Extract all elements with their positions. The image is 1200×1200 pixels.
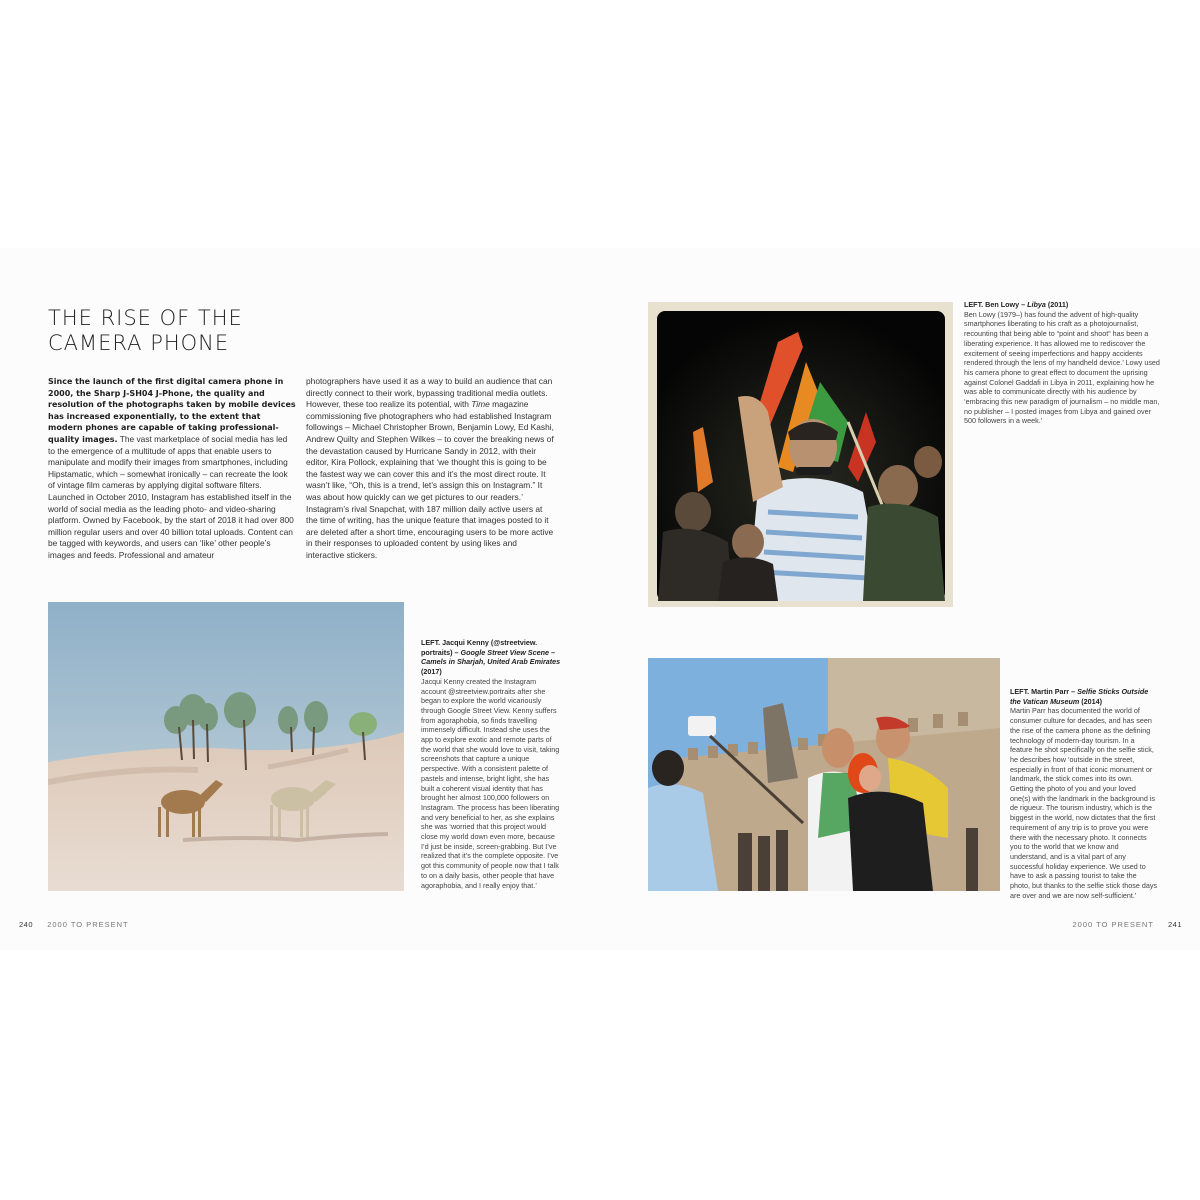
section-label-left: 2000 TO PRESENT xyxy=(47,920,129,929)
selfie-photo-image xyxy=(648,658,1000,891)
body-text-2a: photographers have used it as a way to build an audience that can directly connect to their work, bypassing traditional media outlets. However, these too realize its potential, with xyxy=(306,376,553,410)
caption-libya xyxy=(964,300,1160,426)
caption-camels xyxy=(421,638,561,890)
body-text-1: The vast marketplace of social media has led to the emergence of a multitude of apps that enable users to manipulate and modify their images from smartphones, including Hipstamatic, which – somewhat ironically – can recreate the look of vintage film cameras by applying digital software filters. Launched in October 2010, Instagram has established itself in the world of social media as the leading photo- and video-sharing platform. Owned by Facebook, by the start of 2018 it had over 800 million regular users and over 40 billion total uploads. Content can be tagged with keywords, and users can ‘like’ other people’s images and feeds. Professional and amateur xyxy=(48,433,294,560)
photo-camels xyxy=(48,602,404,891)
footer-left xyxy=(19,920,129,929)
body-column-2 xyxy=(306,376,554,562)
photo-selfie xyxy=(648,658,1000,891)
caption-selfie-credit: LEFT. Martin Parr – Selfie Sticks Outside the Vatican Museum (2014) xyxy=(1010,687,1149,706)
caption-libya-body: Ben Lowy (1979–) has found the advent of high-quality smartphones liberating to his craft as a photojournalist, recounting that being able to “point and shoot” has been a liberating experience. It has allowed me to rediscover the excitement of seeing imperfections and happy accidents rendered through the lens of my handheld device.’ Lowy used his camera phone to great effect to document the uprising against Colonel Gaddafi in Libya in 2011, explaining how he was able to communicate directly with his audience by ‘embracing this new paradigm of journalism – no middle man, no publisher – I posted images from Libya and gained over 500 followers in a week.’ xyxy=(964,309,1160,426)
caption-camels-body: Jacqui Kenny created the Instagram account @streetview.portraits after she began to explore the world vicariously through Google Street View. Kenny suffers from agoraphobia, so finds travelling immensely difficult. Instead she uses the app to explore exotic and remote parts of the world that she would love to visit, taking screenshots that capture a unique perspective. With a consistent palette of pastels and intense, bright light, she has built a coherent visual identity that has brought her almost 100,000 followers on Instagram. The process has been liberating and very beneficial to her, as she explains she was ‘worried that this project would close my world down even more, because I’d just be inside, screen-grabbing. But I’ve realized that it’s the complete opposite. I’ve got this community of people now that I talk to on a daily basis, other people that have agoraphobia, and I really enjoy that.’ xyxy=(421,676,560,890)
libya-photo-image xyxy=(648,302,953,607)
section-label-right: 2000 TO PRESENT xyxy=(1072,920,1154,929)
caption-selfie-body: Martin Parr has documented the world of consumer culture for decades, and has seen the rise of the camera phone as the defining technology of modern-day tourism. In a feature he shot specifically on the selfie stick, he describes how ‘outside in the street, especially in front of that iconic monument or landmark, the stick comes into its own. Getting the photo of you and your loved one(s) with the landmark in the background is de rigueur. The tourism industry, which is the biggest in the world, now dictates that the first requirement of any trip is to prove you were there with the necessary photo. It connects you to the world that we know and understand, and is a vital part of any successful holiday experience. We used to have to ask a passing tourist to take the photo, but thanks to the selfie stick those days are over and we are now self-sufficient.’ xyxy=(1010,706,1158,900)
footer-right xyxy=(1073,920,1183,929)
magazine-title: Time xyxy=(471,399,490,410)
caption-selfie-title: Selfie Sticks Outside the Vatican Museum xyxy=(1010,687,1149,706)
caption-selfie xyxy=(1010,687,1158,900)
page-number-left: 240 xyxy=(19,920,34,929)
body-text-2b: magazine commissioning five photographers who had established Instagram followings – Michael Christopher Brown, Benjamin Lowy, Ed Kashi, Andrew Quilty and Stephen Wilkes – to cover the breaking news of the devastation caused by Hurricane Sandy in 2012, with their editor, Kira Pollock, explaining that ‘we thought this is going to be the fastest way we can cover this and it’s the most direct route. It wasn’t like, “Oh, this is a trend, let’s assign this on Instagram.” It was about how quickly can we get pictures to our readers.’ Instagram’s rival Snapchat, with 187 million daily active users at the time of writing, has the unique feature that images posted to it are deleted after a short time, encouraging users to be more active in their responses to uploaded content by using likes and interactive stickers. xyxy=(306,399,554,560)
photo-libya xyxy=(648,302,953,607)
caption-libya-title: Libya xyxy=(1027,300,1046,309)
intro-paragraph: Since the launch of the first digital camera phone in 2000, the Sharp J-SH04 J-Phone, the quality and resolution of the photographs taken by mobile devices has increased exponentially, to the extent that modern phones are capable of taking professional-quality images. xyxy=(48,377,296,444)
body-column-1 xyxy=(48,376,296,562)
page-number-right: 241 xyxy=(1167,920,1182,929)
page-title xyxy=(48,306,348,356)
caption-camels-credit: LEFT. Jacqui Kenny (@streetview. portraits) – Google Street View Scene – Camels in Sharjah, United Arab Emirates (2017) xyxy=(421,638,561,677)
title-line-2: CAMERA PHONE xyxy=(48,331,230,355)
camels-photo-image xyxy=(48,602,404,891)
caption-camels-title: Google Street View Scene – Camels in Sharjah, United Arab Emirates xyxy=(421,647,561,667)
caption-libya-credit: LEFT. Ben Lowy – Libya (2011) xyxy=(964,300,1069,309)
title-line-1: THE RISE OF THE xyxy=(48,306,243,330)
